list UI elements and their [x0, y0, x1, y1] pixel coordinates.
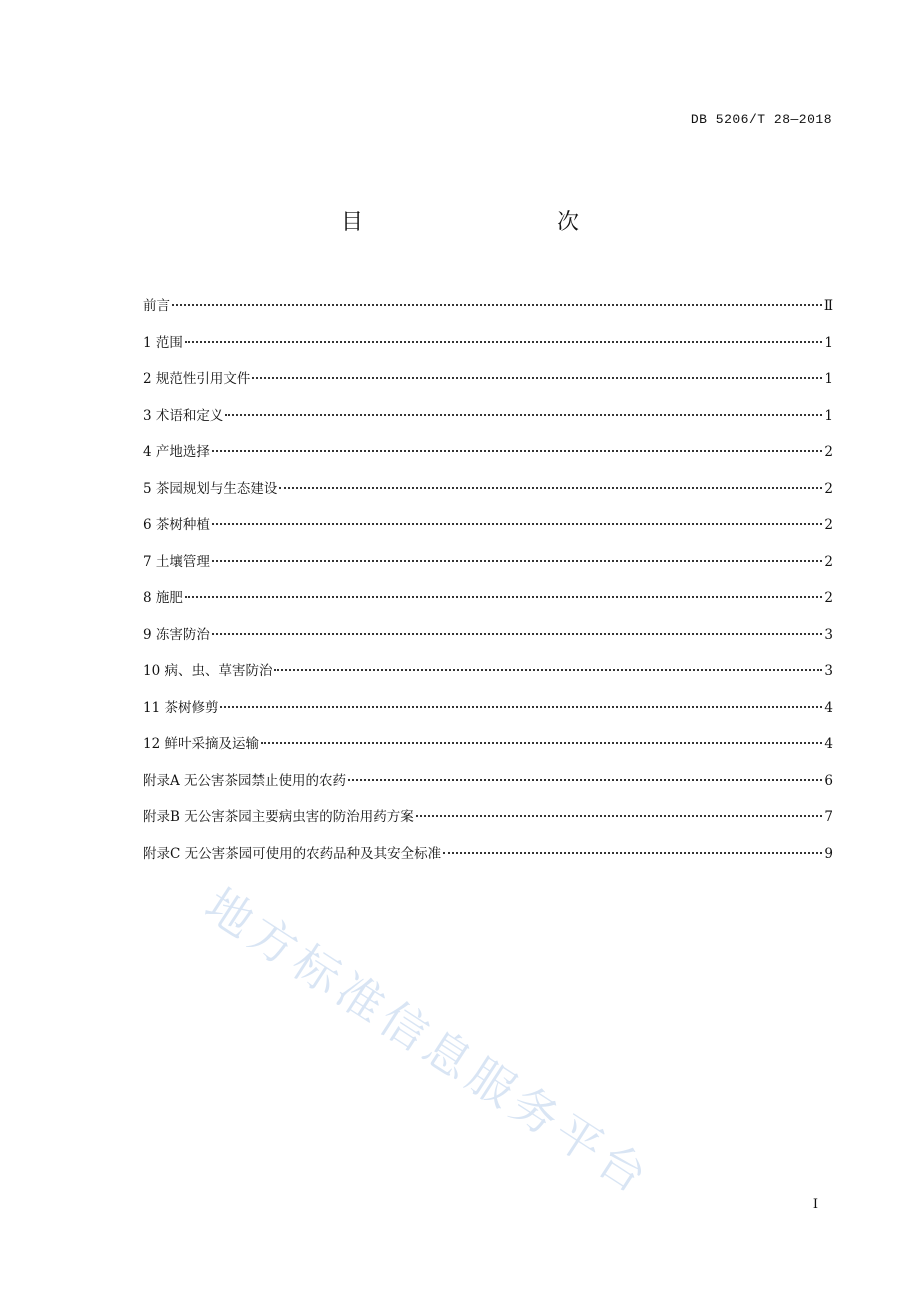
toc-leader-dots	[172, 304, 822, 306]
toc-entry-page: 1	[824, 407, 833, 424]
toc-entry-foreword[interactable]	[143, 294, 833, 331]
toc-leader-dots	[225, 414, 822, 416]
toc-entry-page: 2	[824, 517, 833, 533]
toc-entry-label: 2 规范性引用文件	[143, 371, 251, 387]
toc-leader-dots	[416, 815, 823, 817]
toc-leader-dots	[185, 341, 823, 343]
toc-entry-pruning[interactable]	[143, 696, 833, 733]
toc-entry-pest-control[interactable]	[143, 659, 833, 696]
toc-entry-label: 7 土壤管理	[143, 553, 210, 570]
toc-entry-terms-definitions[interactable]	[143, 404, 833, 441]
toc-entry-page: 2	[824, 553, 833, 570]
toc-leader-dots	[348, 779, 822, 781]
toc-entry-page: 1	[824, 334, 833, 351]
toc-entry-page: 7	[824, 809, 833, 825]
toc-entry-page: 2	[824, 480, 833, 497]
toc-entry-page: 6	[824, 772, 833, 789]
toc-leader-dots	[252, 377, 822, 379]
toc-entry-label: 附录C 无公害茶园可使用的农药品种及其安全标准	[143, 845, 442, 862]
toc-entry-label: 3 术语和定义	[143, 407, 224, 424]
toc-entry-label: 附录A 无公害茶园禁止使用的农药	[143, 772, 347, 789]
toc-leader-dots	[212, 560, 823, 562]
toc-entry-garden-planning[interactable]	[143, 477, 833, 514]
toc-entry-page: 1	[824, 371, 833, 387]
toc-entry-page: 3	[824, 663, 833, 679]
toc-leader-dots	[212, 450, 823, 452]
toc-entry-label: 12 鲜叶采摘及运输	[143, 736, 259, 752]
toc-entry-frost-control[interactable]	[143, 623, 833, 660]
toc-entry-page: 9	[824, 845, 833, 862]
toc-entry-label: 10 病、虫、草害防治	[143, 663, 273, 679]
toc-entry-label: 5 茶园规划与生态建设	[143, 480, 278, 497]
toc-entry-soil-management[interactable]	[143, 550, 833, 587]
toc-entry-normative-references[interactable]	[143, 367, 833, 404]
watermark-text: 地方标准信息服务平台	[195, 877, 662, 1207]
toc-entry-scope[interactable]	[143, 331, 833, 368]
toc-entry-label: 4 产地选择	[143, 444, 210, 460]
toc-entry-harvesting[interactable]	[143, 732, 833, 769]
toc-leader-dots	[274, 669, 822, 671]
toc-leader-dots	[212, 523, 823, 525]
toc-entry-label: 9 冻害防治	[143, 626, 210, 643]
standard-code: DB 5206/T 28—2018	[690, 112, 832, 127]
toc-leader-dots	[220, 706, 822, 708]
toc-entry-tea-planting[interactable]	[143, 513, 833, 550]
toc-entry-page: 2	[824, 444, 833, 460]
toc-entry-label: 8 施肥	[143, 590, 183, 606]
toc-entry-page: 4	[824, 736, 833, 752]
toc-leader-dots	[185, 596, 823, 598]
toc-entry-site-selection[interactable]	[143, 440, 833, 477]
toc-leader-dots	[261, 742, 822, 744]
toc-entry-page: 2	[824, 590, 833, 606]
toc-entry-label: 1 范围	[143, 334, 183, 351]
toc-entry-appendix-a[interactable]	[143, 769, 833, 806]
toc-entry-appendix-b[interactable]	[143, 805, 833, 842]
page-number: I	[812, 1197, 818, 1212]
table-of-contents	[143, 294, 833, 878]
toc-entry-label: 前言	[143, 298, 170, 314]
page-title: 目 次	[340, 210, 629, 235]
toc-leader-dots	[212, 633, 823, 635]
toc-entry-fertilization[interactable]	[143, 586, 833, 623]
toc-entry-label: 附录B 无公害茶园主要病虫害的防治用药方案	[143, 809, 414, 825]
toc-entry-appendix-c[interactable]	[143, 842, 833, 879]
toc-entry-page: Ⅱ	[823, 298, 833, 314]
toc-leader-dots	[279, 487, 822, 489]
toc-entry-label: 11 茶树修剪	[143, 699, 219, 716]
toc-entry-page: 4	[824, 699, 833, 716]
toc-entry-label: 6 茶树种植	[143, 517, 210, 533]
toc-entry-page: 3	[824, 626, 833, 643]
toc-leader-dots	[443, 852, 822, 854]
